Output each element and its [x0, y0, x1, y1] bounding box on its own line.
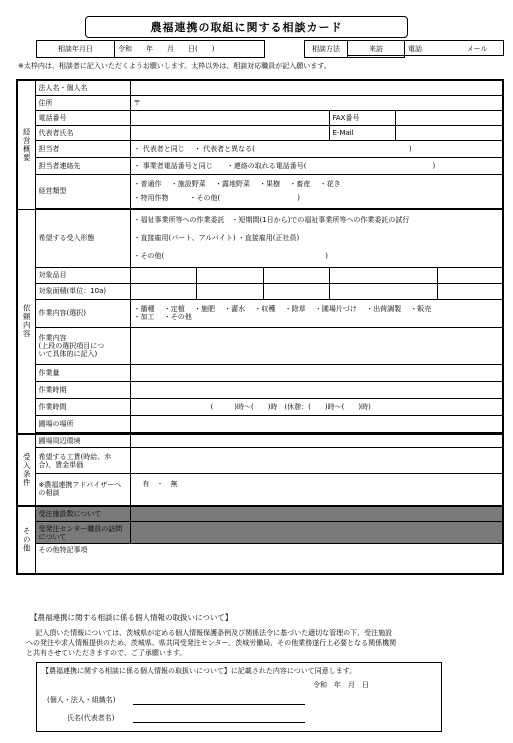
area-label: 対象面積(単位：10a): [35, 283, 130, 299]
contact-phone-field[interactable]: ・ 事業者電話番号と同じ ・連絡の取れる電話番号( ): [130, 157, 503, 174]
date-value[interactable]: 令和 年 月 日( ): [115, 41, 265, 58]
method-visit[interactable]: 来訪: [348, 41, 405, 58]
period-label: 作業時期: [35, 381, 130, 398]
work-options-1: ・播種 ・定植 ・施肥 ・灌水 ・収穫 ・除草 ・圃場片づけ ・出荷調製 ・販売: [133, 305, 432, 313]
hours-field[interactable]: ( )時～( )時 (休憩：( )時～( )時): [130, 398, 503, 415]
rep-field[interactable]: [130, 125, 329, 140]
visit-label: 受発注センター職員の訪問について: [35, 522, 130, 544]
privacy-title: 【農福連携に関する相談に係る個人情報の取扱いについて】: [30, 613, 233, 622]
address-field[interactable]: 〒: [130, 95, 503, 110]
phone-field[interactable]: [130, 110, 329, 125]
advisor-field[interactable]: 有 ・ 無: [130, 474, 503, 506]
period-field[interactable]: [130, 381, 503, 398]
advisor-label: ※農福連携アドバイザーへの相談: [35, 474, 130, 506]
privacy-text: 記入頂いた情報については、茨城県が定める個人情報保護条例及び関係法令に基づいた適切な管理の下、受注施設 への発注や求人情報提供のため、茨城県、県共同受発注センター、茨城労働局、その他業務遂行上必要となる関係機関 と共有させていただきますので、ご了承願います。: [26, 629, 397, 657]
work-select-field[interactable]: [130, 299, 503, 327]
amount-field[interactable]: [130, 364, 503, 381]
consent-box: [36, 662, 442, 732]
facilities-field[interactable]: [130, 506, 503, 522]
type-field[interactable]: [130, 174, 503, 208]
method-label: 相談方法: [305, 41, 348, 58]
work-detail-field[interactable]: [130, 327, 503, 364]
section-management: 経営概要: [17, 80, 35, 209]
fax-label: FAX番号: [329, 110, 395, 125]
contact-field[interactable]: ・ 代表者と同じ ・ 代表者と異なる( ): [130, 140, 503, 157]
work-select-label: 作業内容(選択): [35, 299, 130, 327]
field-location-label: 圃場の場所: [35, 415, 130, 432]
hours-label: 作業時間: [35, 398, 130, 415]
email-field[interactable]: [395, 125, 503, 140]
date-label: 相談年月日: [37, 41, 115, 58]
consent-rep-line[interactable]: [133, 722, 305, 723]
type-options-1: ・普通作 ・施設野菜 ・露地野菜 ・果樹 ・畜産 ・花き: [133, 180, 341, 188]
rep-label: 代表者氏名: [35, 125, 130, 140]
type-options-2: ・特用作物 ・その他( ): [133, 194, 300, 202]
form-options-3: ・その他( ): [133, 252, 328, 260]
notes-field[interactable]: [130, 544, 503, 574]
consultation-form: [16, 79, 504, 575]
form-field[interactable]: [130, 209, 503, 267]
form-options-2: ・直接雇用(パート、アルバイト) ・直接雇用(正社員): [133, 234, 300, 242]
work-options-2: ・加工 ・その他: [133, 313, 192, 321]
env-label: 圃場周辺環境: [35, 434, 130, 448]
corp-name-field[interactable]: [130, 80, 503, 95]
phone-label: 電話番号: [35, 110, 130, 125]
consent-name-label: (個人・法人・組織名): [47, 696, 116, 704]
visit-field[interactable]: [130, 522, 503, 544]
consent-rep-label: 氏名(代表者名): [67, 714, 115, 722]
email-label: E-Mail: [329, 125, 395, 140]
consent-date[interactable]: 令和 年 月 日: [313, 681, 369, 689]
env-field[interactable]: [130, 434, 503, 448]
wage-field[interactable]: [130, 448, 503, 474]
corp-name-label: 法人名・個人名: [35, 80, 130, 95]
contact-phone-label: 担当者連絡先: [35, 157, 130, 174]
address-label: 住所: [35, 95, 130, 110]
fax-field[interactable]: [395, 110, 503, 125]
type-label: 経営類型: [35, 174, 130, 208]
method-mail[interactable]: メール: [466, 44, 488, 53]
facilities-label: 受注施設数について: [35, 506, 130, 522]
form-options-1: ・福祉事業所等への作業委託 ・短期間(1日から)での福祉事業所等への作業委託の試行: [133, 216, 410, 224]
notes-label: その他特記事項: [35, 544, 130, 574]
form-label: 希望する受入形態: [35, 209, 130, 267]
method-phone[interactable]: 電話: [408, 44, 422, 53]
contact-label: 担当者: [35, 140, 130, 157]
field-location-field[interactable]: [130, 415, 503, 432]
work-detail-label: 作業内容 (上段の選択項目につ いて具体的に記入): [35, 327, 130, 364]
amount-label: 作業量: [35, 364, 130, 381]
section-other: その他: [17, 506, 35, 574]
instruction-note: ※太枠内は、相談者に記入いただくようお願いします。太枠以外は、相談対応職員が記入願います。: [18, 62, 331, 70]
consent-name-line[interactable]: [133, 704, 305, 705]
section-conditions: 受入条件: [17, 434, 35, 506]
page-title: 農福連携の取組に関する相談カード: [85, 16, 408, 38]
consent-text: 【農福連携に関する相談に係る個人情報の取扱いについて】に記載された内容について同意します。: [42, 667, 357, 675]
section-request: 依頼内容: [17, 209, 35, 434]
crop-label: 対象品目: [35, 267, 130, 283]
wage-label: 希望する工賃(時給、歩合)、賃金単価: [35, 448, 130, 474]
